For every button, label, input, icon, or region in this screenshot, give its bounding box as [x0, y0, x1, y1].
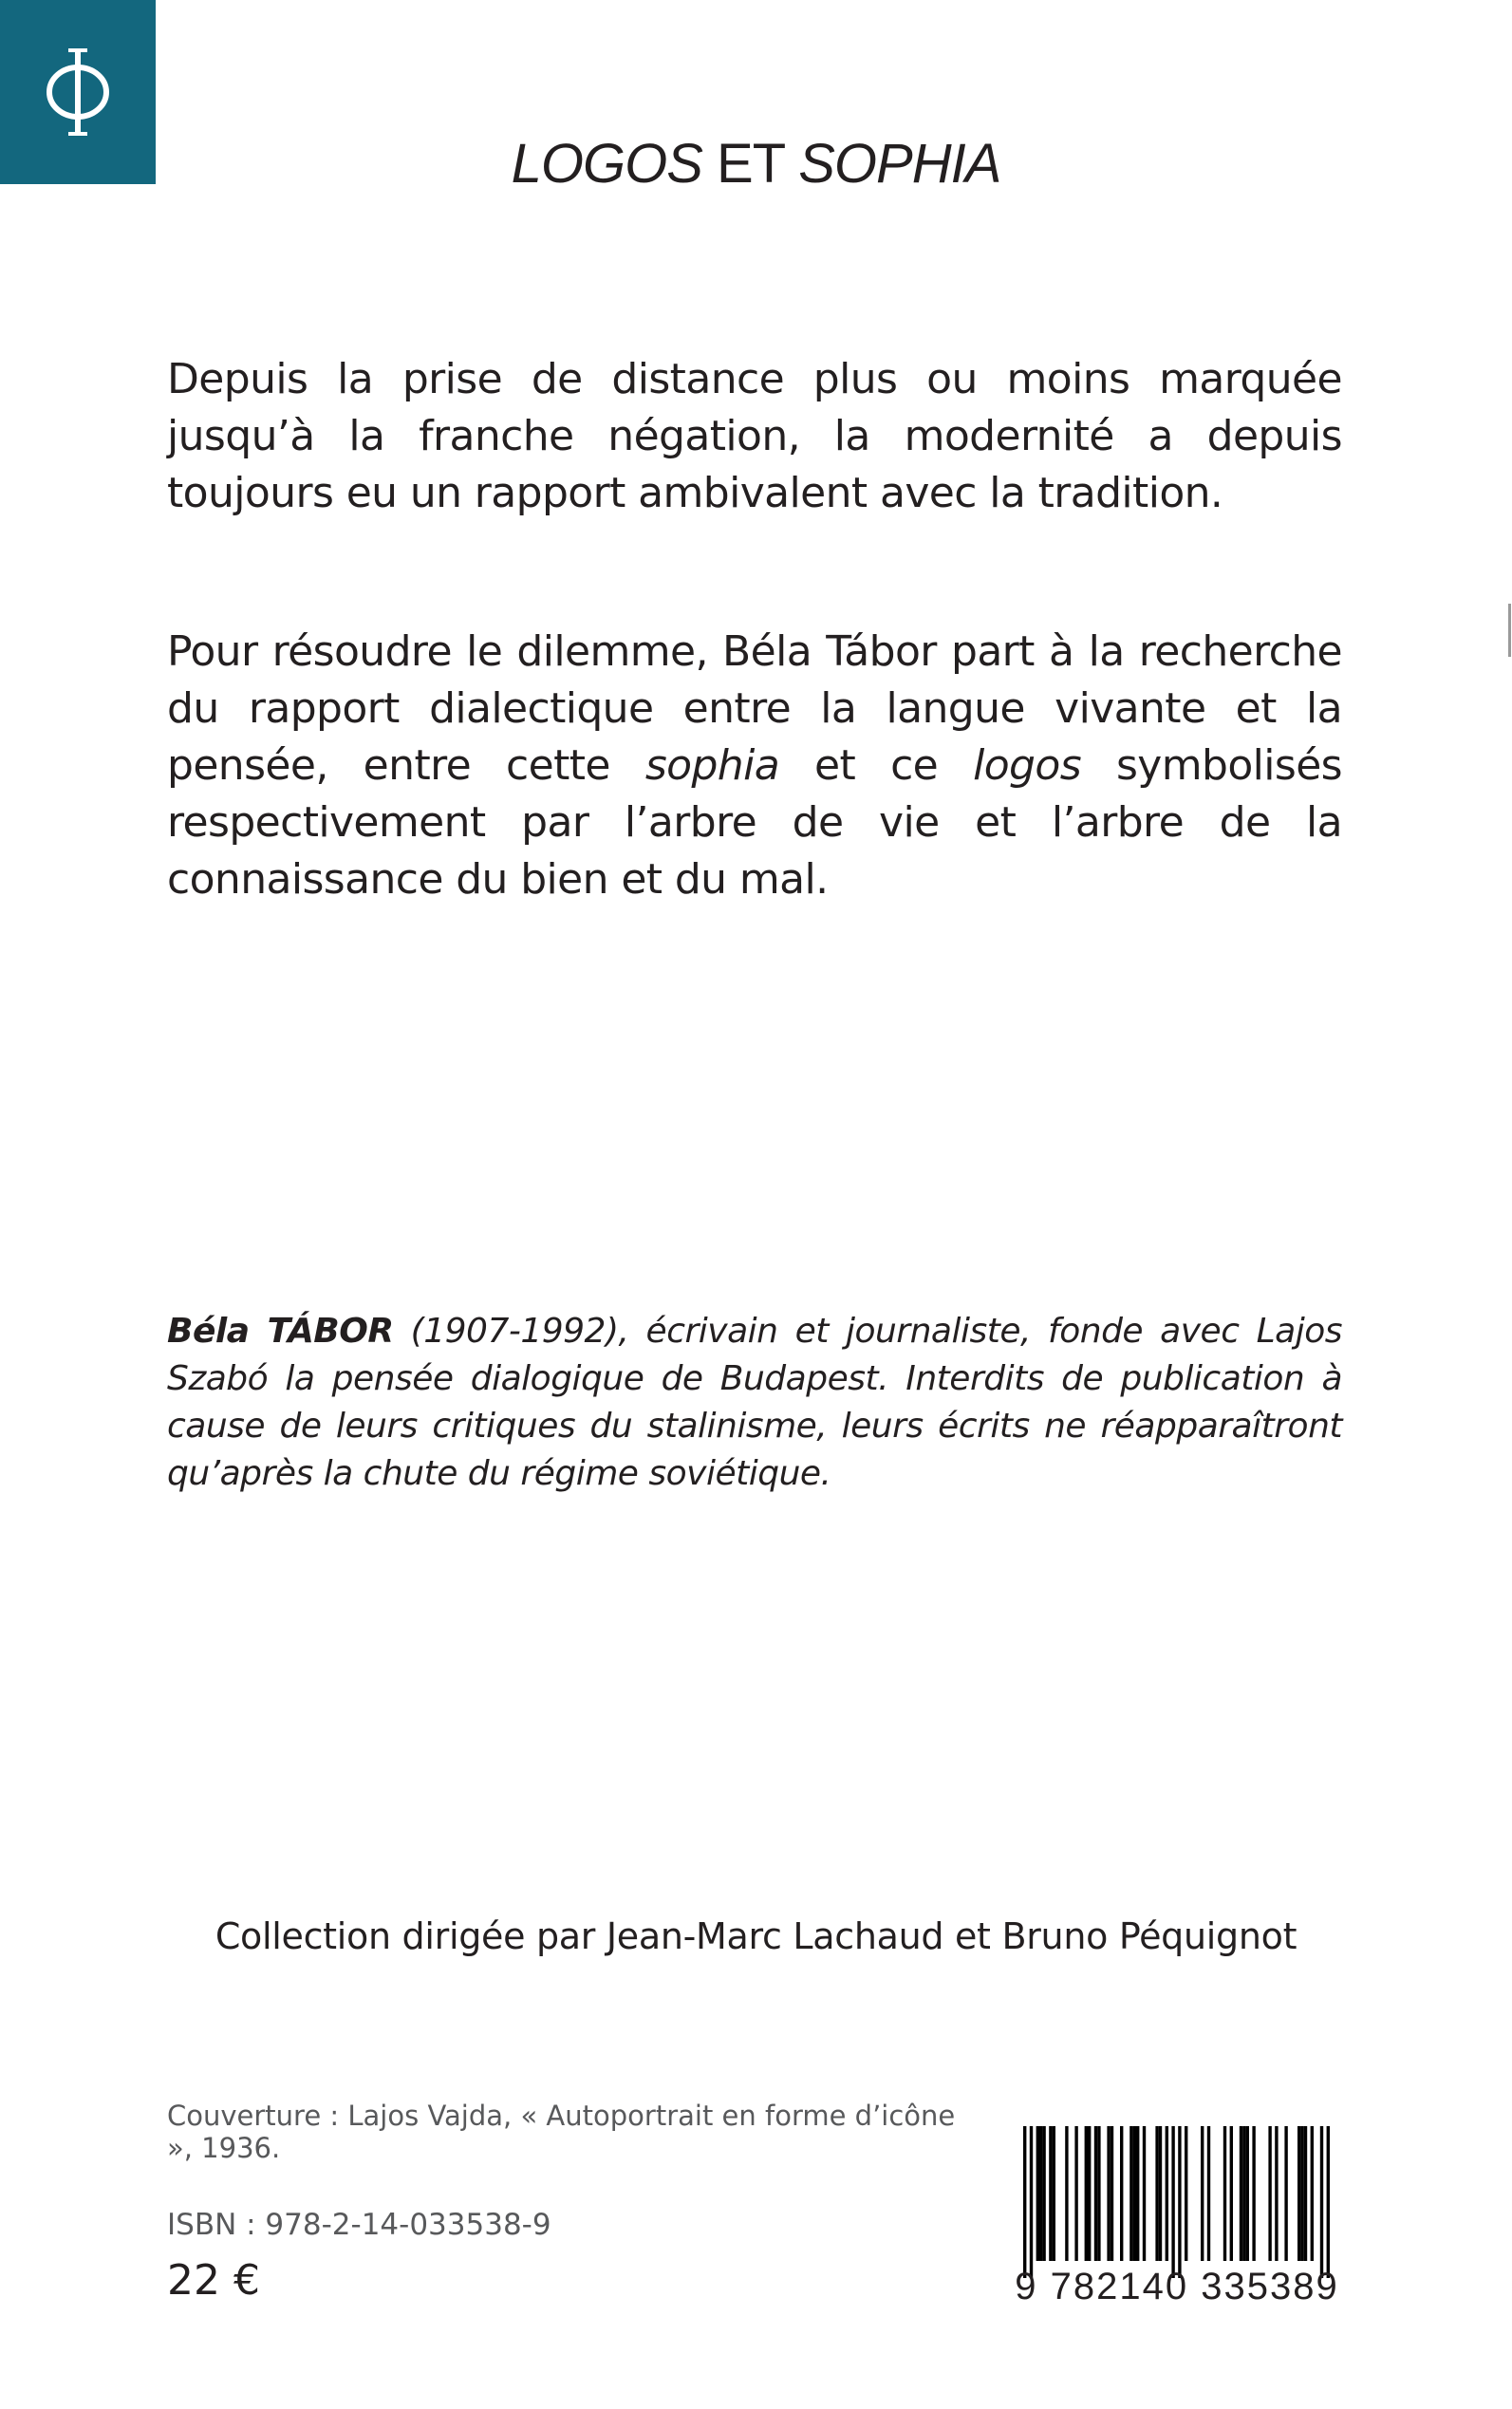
barcode-bar [1097, 2126, 1100, 2261]
price: 22 € [167, 2256, 260, 2305]
barcode-bar [1120, 2126, 1123, 2261]
barcode-bar [1107, 2126, 1110, 2261]
author-bio-text: (1907-1992), écrivain et journaliste, fonde avec Lajos Szabó la pensée dialogique de Budapest. Interdits de publication à cause de leurs critiques du stalinisme, leurs écrits ne réapparaîtront qu’après la chute du régime soviétique. [167, 1312, 1342, 1493]
author-name: Béla TÁBOR [167, 1312, 394, 1351]
barcode-bar [1201, 2126, 1204, 2261]
barcode-bar [1246, 2126, 1249, 2261]
summary-paragraph-2 [167, 624, 1342, 908]
isbn: ISBN : 978-2-14-033538-9 [167, 2208, 551, 2242]
barcode-bar [1088, 2126, 1091, 2261]
book-title [0, 129, 1512, 199]
barcode-bar [1159, 2126, 1162, 2261]
barcode-bar [1320, 2126, 1323, 2278]
barcode-bar [1327, 2126, 1330, 2278]
phi-icon [40, 47, 116, 138]
barcode-bar [1304, 2126, 1307, 2261]
edge-mark [1508, 604, 1511, 657]
barcode-bar [1111, 2126, 1113, 2261]
barcode-bar [1136, 2126, 1139, 2261]
barcode-bar [1300, 2126, 1303, 2261]
barcode-bar [1311, 2126, 1314, 2261]
collection-credit: Collection dirigée par Jean-Marc Lachaud et Bruno Péquignot [215, 1915, 1297, 1957]
barcode-bar [1240, 2126, 1242, 2261]
barcode-bar [1207, 2126, 1210, 2261]
title-et: ET [717, 133, 785, 195]
barcode-bar [1030, 2126, 1033, 2278]
barcode-bar [1185, 2126, 1187, 2261]
p2-sophia: sophia [644, 741, 780, 790]
p2-logos: logos [973, 741, 1082, 790]
barcode-bar [1242, 2126, 1245, 2261]
barcode-bar [1230, 2126, 1233, 2261]
barcode-bar [1268, 2126, 1271, 2261]
p2-text-1: Pour résoudre le dilemme, Béla Tábor part à la recherche du rapport dialectique entre la langue vivante et la pensée, entre cette [167, 627, 1342, 790]
title-sophia: SOPHIA [798, 133, 1001, 195]
title-logos: LOGOS [511, 133, 702, 195]
barcode-bar [1036, 2126, 1039, 2261]
barcode-bar [1042, 2126, 1045, 2261]
barcode-digits: 9 782140 335389 [1015, 2266, 1339, 2307]
p2-text-3: symbolisés respectivement par l’arbre de vie et l’arbre de la connaissance du bien et du mal. [167, 741, 1343, 904]
barcode-bar [1074, 2126, 1077, 2261]
barcode-bar [1171, 2126, 1174, 2278]
barcode-bar [1133, 2126, 1136, 2261]
barcode-bar [1053, 2126, 1055, 2261]
barcode-bar [1085, 2126, 1088, 2261]
barcode-bar [1143, 2126, 1146, 2261]
author-bio [167, 1308, 1342, 1498]
barcode-bar [1297, 2126, 1300, 2261]
barcode-bar [1039, 2126, 1042, 2261]
barcode-bar [1223, 2126, 1226, 2261]
barcode-bar [1275, 2126, 1278, 2261]
barcode-bar [1166, 2126, 1168, 2261]
barcode-bar [1155, 2126, 1158, 2261]
barcode-bar [1252, 2126, 1255, 2261]
barcode-bar [1284, 2126, 1287, 2261]
barcode-bar [1049, 2126, 1052, 2261]
barcode-bar [1094, 2126, 1097, 2261]
barcode-bar [1178, 2126, 1181, 2278]
barcode-bar [1065, 2126, 1068, 2261]
barcode-bar [1023, 2126, 1026, 2278]
barcode-bar [1129, 2126, 1132, 2261]
p2-text-2: et ce [779, 741, 974, 790]
summary-paragraph-1: Depuis la prise de distance plus ou moins marquée jusqu’à la franche négation, la modernité a depuis toujours eu un rapport ambivalent avec la tradition. [167, 355, 1342, 517]
cover-credit: Couverture : Lajos Vajda, « Autoportrait en forme d’icône », 1936. [167, 2100, 956, 2164]
